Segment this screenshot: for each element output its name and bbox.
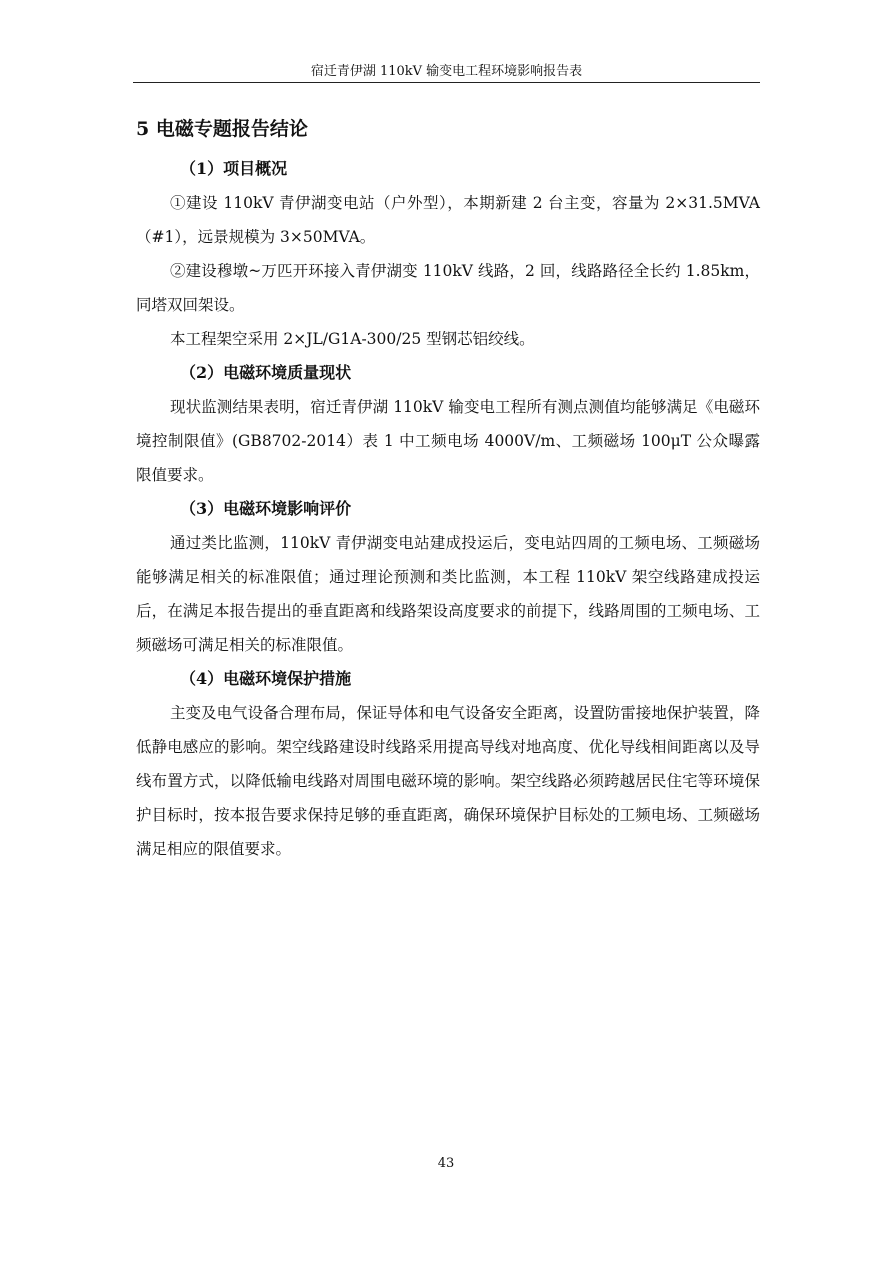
subsection-em-protection-measures bbox=[136, 662, 760, 866]
subsection-em-impact-evaluation bbox=[136, 492, 760, 662]
subsection-heading: （1）项目概况 bbox=[180, 159, 288, 178]
page-content bbox=[136, 112, 760, 866]
paragraph: ①建设 110kV 青伊湖变电站（户外型），本期新建 2 台主变，容量为 2×31.5MVA（#1），远景规模为 3×50MVA。 bbox=[136, 194, 760, 246]
paragraph: 主变及电气设备合理布局，保证导体和电气设备安全距离，设置防雷接地保护装置，降低静电感应的影响。架空线路建设时线路采用提高导线对地高度、优化导线相间距离以及导线布置方式，以降低输电线路对周围电磁环境的影响。架空线路必须跨越居民住宅等环境保护目标时，按本报告要求保持足够的垂直距离，确保环境保护目标处的工频电场、工频磁场满足相应的限值要求。 bbox=[136, 704, 760, 858]
page-number: 43 bbox=[437, 1156, 455, 1171]
paragraph: 现状监测结果表明，宿迁青伊湖 110kV 输变电工程所有测点测值均能够满足《电磁环境控制限值》(GB8702-2014）表 1 中工频电场 4000V/m、工频磁场 100μT 公众曝露限值要求。 bbox=[136, 398, 760, 484]
header-rule bbox=[133, 82, 760, 83]
page-header: 宿迁青伊湖 110kV 输变电工程环境影响报告表 bbox=[310, 64, 583, 79]
paragraph: ②建设穆墩~万匹开环接入青伊湖变 110kV 线路，2 回，线路路径全长约 1.85km，同塔双回架设。 bbox=[136, 262, 760, 314]
subsection-project-overview bbox=[136, 152, 760, 356]
subsection-heading: （2）电磁环境质量现状 bbox=[180, 363, 352, 382]
subsection-heading: （4）电磁环境保护措施 bbox=[180, 669, 352, 688]
subsection-em-quality-status bbox=[136, 356, 760, 492]
paragraph: 本工程架空采用 2×JL/G1A-300/25 型钢芯铝绞线。 bbox=[170, 330, 535, 348]
subsection-heading: （3）电磁环境影响评价 bbox=[180, 499, 352, 518]
paragraph: 通过类比监测，110kV 青伊湖变电站建成投运后，变电站四周的工频电场、工频磁场能够满足相关的标准限值；通过理论预测和类比监测，本工程 110kV 架空线路建成投运后，在满足本报告提出的垂直距离和线路架设高度要求的前提下，线路周围的工频电场、工频磁场可满足相关的标准限值。 bbox=[136, 534, 760, 654]
section-title: 5 电磁专题报告结论 bbox=[136, 118, 308, 140]
